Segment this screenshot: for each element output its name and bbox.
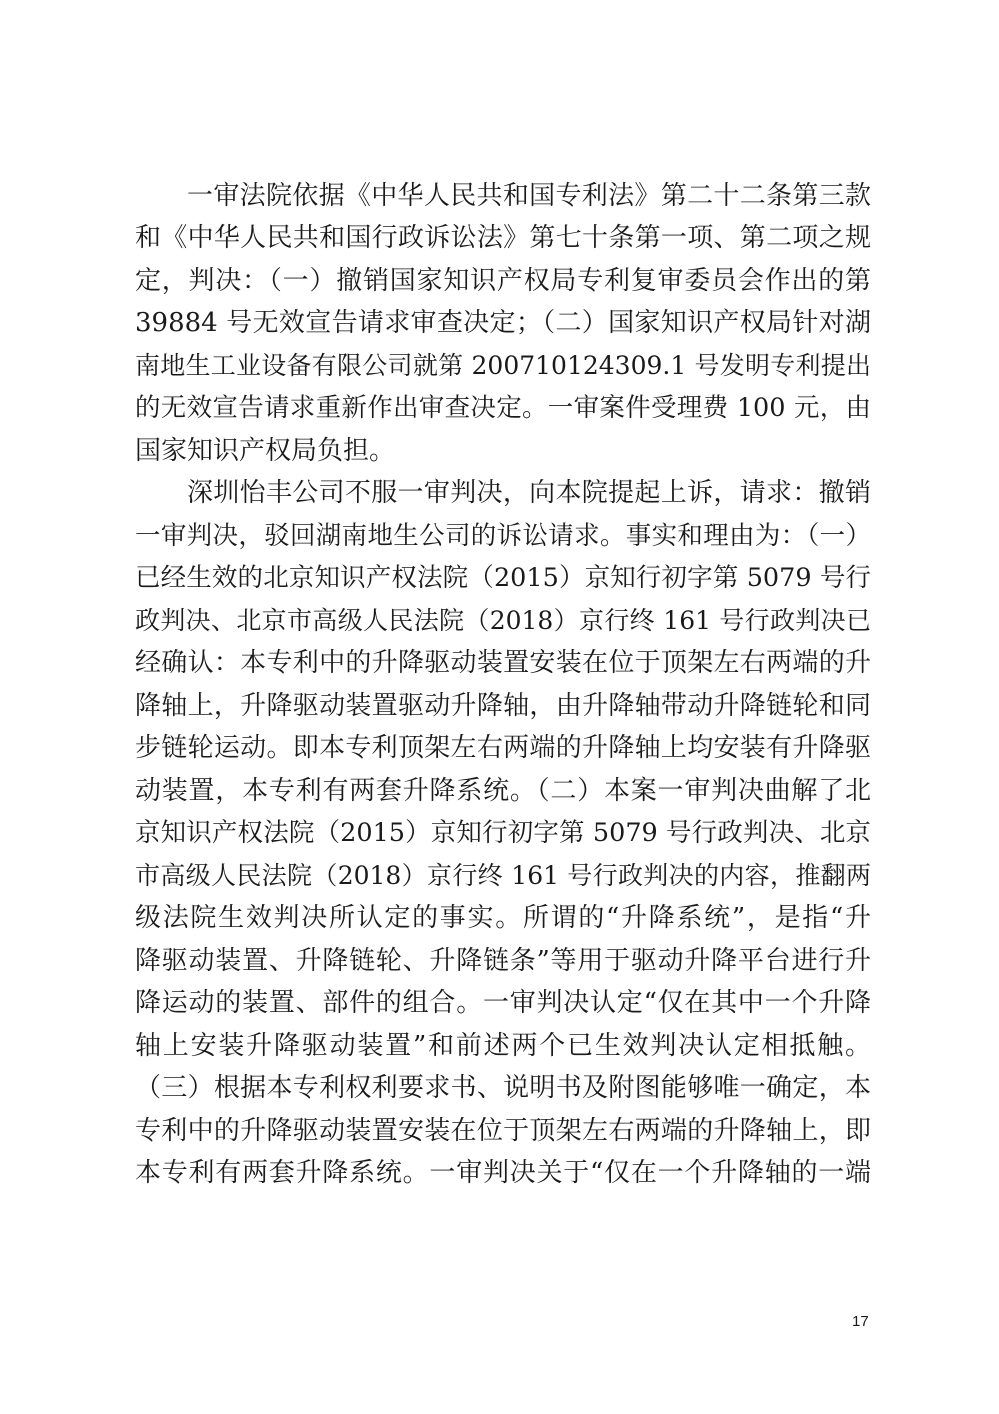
paragraph-2-line-7: 步链轮运动。即本专利顶架左右两端的升降轴上均安装有升降驱 [135, 733, 871, 763]
paragraph-2-line-8: 动装置，本专利有两套升降系统。（二）本案一审判决曲解了北 [135, 776, 871, 806]
paragraph-1-line-7: 国家知识产权局负担。 [135, 436, 396, 466]
paragraph-1-line-2: 和《中华人民共和国行政诉讼法》第七十条第一项、第二项之规 [135, 223, 871, 253]
page-number: 17 [852, 1313, 869, 1330]
paragraph-2-line-3: 已经生效的北京知识产权法院（2015）京知行初字第 5079 号行 [135, 563, 871, 593]
paragraph-2-line-11: 级法院生效判决所认定的事实。所谓的“升降系统”，是指“升 [135, 903, 871, 933]
paragraph-2-line-15: （三）根据本专利权利要求书、说明书及附图能够唯一确定，本 [135, 1073, 871, 1103]
paragraph-2-line-9: 京知识产权法院（2015）京知行初字第 5079 号行政判决、北京 [135, 818, 871, 848]
paragraph-1-line-6: 的无效宣告请求重新作出审查决定。一审案件受理费 100 元，由 [135, 393, 871, 423]
paragraph-2-line-6: 降轴上，升降驱动装置驱动升降轴，由升降轴带动升降链轮和同 [135, 691, 871, 721]
paragraph-2-line-10: 市高级人民法院（2018）京行终 161 号行政判决的内容，推翻两 [135, 861, 871, 890]
paragraph-1-line-3: 定，判决：（一）撤销国家知识产权局专利复审委员会作出的第 [135, 266, 871, 296]
paragraph-1-line-4: 39884 号无效宣告请求审查决定；（二）国家知识产权局针对湖 [135, 308, 871, 338]
paragraph-2-line-4: 政判决、北京市高级人民法院（2018）京行终 161 号行政判决已 [135, 606, 871, 635]
paragraph-2-line-14: 轴上安装升降驱动装置”和前述两个已生效判决认定相抵触。 [135, 1031, 871, 1061]
paragraph-2-line-17: 本专利有两套升降系统。一审判决关于“仅在一个升降轴的一端 [135, 1158, 871, 1188]
paragraph-2-line-5: 经确认：本专利中的升降驱动装置安装在位于顶架左右两端的升 [135, 648, 871, 678]
paragraph-2-line-1: 深圳怡丰公司不服一审判决，向本院提起上诉，请求：撤销 [187, 478, 871, 508]
paragraph-1-line-5: 南地生工业设备有限公司就第 200710124309.1 号发明专利提出 [135, 351, 871, 380]
paragraph-2-line-12: 降驱动装置、升降链轮、升降链条”等用于驱动升降平台进行升 [135, 946, 871, 976]
paragraph-2-line-2: 一审判决，驳回湖南地生公司的诉讼请求。事实和理由为：（一） [135, 521, 871, 551]
paragraph-2-line-13: 降运动的装置、部件的组合。一审判决认定“仅在其中一个升降 [135, 988, 871, 1018]
paragraph-1-line-1: 一审法院依据《中华人民共和国专利法》第二十二条第三款 [187, 181, 871, 211]
paragraph-2-line-16: 专利中的升降驱动装置安装在位于顶架左右两端的升降轴上，即 [135, 1116, 871, 1146]
